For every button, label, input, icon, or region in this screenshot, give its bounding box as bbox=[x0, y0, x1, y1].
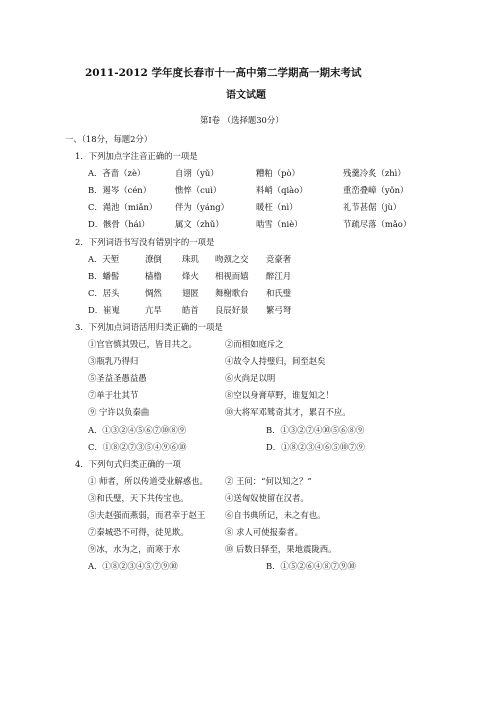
q3-option-c: C．①⑧②⑦③⑤④⑨⑥⑩ bbox=[88, 442, 187, 452]
q3-option-a: A．①③②④⑤⑥⑦⑩⑧⑨ bbox=[88, 425, 187, 435]
q3-option-b: B．①③②⑦④⑩⑤⑥⑧⑨ bbox=[266, 425, 365, 435]
q2-option-d-word-1: D．崔嵬 bbox=[88, 305, 120, 315]
q2-option-c-word-1: C．居头 bbox=[88, 288, 120, 298]
q3-sentence-5: ⑤圣益圣愚益愚 bbox=[88, 373, 147, 383]
q2-option-c-word-2: 惆然 bbox=[145, 288, 162, 298]
q1-option-c-word-4: 礼节甚倨（jù） bbox=[343, 202, 402, 212]
q2-option-a-word-3: 珠玑 bbox=[182, 254, 199, 264]
q1-option-a-word-1: A．吝啬（zè） bbox=[88, 168, 146, 178]
q3-sentence-1: ①官官慎其毁已，皆目共之。 bbox=[88, 339, 197, 349]
q2-option-a-word-2: 潦倒 bbox=[145, 254, 162, 264]
q3-sentence-7: ⑦单于壮其节 bbox=[88, 390, 139, 400]
q2-option-c-word-3: 翅匿 bbox=[182, 288, 199, 298]
q2-option-d-word-2: 亢旱 bbox=[145, 305, 162, 315]
question-1-stem: 1．下列加点字注音正确的一项是 bbox=[75, 151, 198, 161]
q4-sentence-6: ⑥自书典所记，未之有也。 bbox=[225, 510, 326, 520]
q1-option-b-word-1: B．遏岑（cén） bbox=[88, 185, 152, 195]
q4-sentence-3: ③和氏璧，天下共传宝也。 bbox=[88, 493, 189, 503]
q4-sentence-1: ① 师者，所以传道受业解惑也。 bbox=[88, 476, 208, 486]
q4-sentence-5: ⑤夫赵强而燕弱，而君幸于赵王 bbox=[88, 510, 206, 520]
q2-option-b-word-2: 樯橹 bbox=[145, 271, 162, 281]
q1-option-b-word-3: 料峭（qiào） bbox=[256, 185, 308, 195]
q3-sentence-2: ②而相如庭斥之 bbox=[225, 339, 284, 349]
q4-option-b: B．①⑤②⑥④⑧⑦⑨⑩ bbox=[266, 561, 356, 571]
q2-option-b-word-3: 烽火 bbox=[182, 271, 199, 281]
q3-sentence-9: ⑨ 宁许以负秦曲 bbox=[88, 407, 150, 417]
q2-option-a-word-4: 吻颈之交 bbox=[215, 254, 249, 264]
q1-option-a-word-3: 糟粕（pò） bbox=[256, 168, 300, 178]
q1-option-c-word-2: 伴为（yáng） bbox=[175, 202, 229, 212]
q2-option-b-word-4: 相视而嬉 bbox=[215, 271, 249, 281]
q1-option-d-word-4: 节疏尽落（mǎo） bbox=[343, 219, 412, 229]
q2-option-c-word-5: 和氏璧 bbox=[266, 288, 292, 298]
q4-sentence-4: ④送匈奴使留在汉者。 bbox=[225, 493, 309, 503]
question-3-stem: 3．下列加点词语活用归类正确的一项是 bbox=[75, 322, 223, 332]
q3-option-d: D．①⑧②③④⑥⑤⑩⑦⑨ bbox=[266, 442, 365, 452]
q3-sentence-3: ③瓶乳乃得归 bbox=[88, 356, 139, 366]
section-label: 一、（18分，每题2分） bbox=[65, 134, 153, 144]
q3-sentence-8: ⑧空以身膏草野，谁复知之！ bbox=[225, 390, 334, 400]
q2-option-b-word-5: 醉江月 bbox=[266, 271, 292, 281]
q1-option-c-word-1: C．渑池（miǎn） bbox=[88, 202, 158, 212]
question-4-stem: 4．下列句式归类正确的一项 bbox=[75, 459, 181, 469]
question-2-stem: 2．下列词语书写没有错别字的一项是 bbox=[75, 237, 215, 247]
q3-sentence-6: ⑥火尚足以明 bbox=[225, 373, 276, 383]
exam-subtitle: 语文试题 bbox=[226, 90, 266, 101]
q4-option-a: A．①⑧②③④⑤⑦⑨⑩ bbox=[88, 561, 178, 571]
q3-sentence-4: ④故令人持璧归，间至赵矣 bbox=[225, 356, 326, 366]
part-heading: 第Ⅰ卷 （选择题30分） bbox=[200, 115, 284, 125]
q1-option-a-word-4: 残羹冷炙（zhì） bbox=[343, 168, 406, 178]
q2-option-d-word-4: 良辰好景 bbox=[215, 305, 249, 315]
q4-sentence-8: ⑧ 求人可使报秦者。 bbox=[225, 527, 304, 537]
q2-option-b-word-1: B．蟠髻 bbox=[88, 271, 120, 281]
q4-sentence-10: ⑩ 后数日驿至，果地震陇西。 bbox=[225, 544, 337, 554]
q2-option-a-word-1: A．天堑 bbox=[88, 254, 120, 264]
q1-option-b-word-2: 憔悴（cuì） bbox=[175, 185, 222, 195]
exam-title: 2011-2012 学年度长春市十一高中第二学期高一期末考试 bbox=[85, 67, 362, 79]
q4-sentence-9: ⑨冰，水为之，而寒于水 bbox=[88, 544, 181, 554]
q1-option-a-word-2: 自诩（yǔ） bbox=[175, 168, 219, 178]
q4-sentence-2: ② 王问：“何以知之？” bbox=[225, 476, 312, 486]
q1-option-c-word-3: 暖枉（nì） bbox=[256, 202, 298, 212]
q2-option-d-word-3: 皓首 bbox=[182, 305, 199, 315]
q3-sentence-10: ⑩大将军邓骘奇其才，累召不应。 bbox=[225, 407, 351, 417]
q1-option-d-word-1: D．骸骨（hái） bbox=[88, 219, 150, 229]
q1-option-d-word-2: 属文（zhǔ） bbox=[175, 219, 224, 229]
q4-sentence-7: ⑦秦城恐不可得，徒见欺。 bbox=[88, 527, 189, 537]
q1-option-b-word-4: 重峦叠嶂（yǒn） bbox=[343, 185, 409, 195]
q2-option-a-word-5: 竞豪奢 bbox=[266, 254, 292, 264]
q1-option-d-word-3: 啮雪（niè） bbox=[256, 219, 303, 229]
q2-option-d-word-5: 繁弓弩 bbox=[266, 305, 292, 315]
q2-option-c-word-4: 舞榭歌台 bbox=[215, 288, 249, 298]
